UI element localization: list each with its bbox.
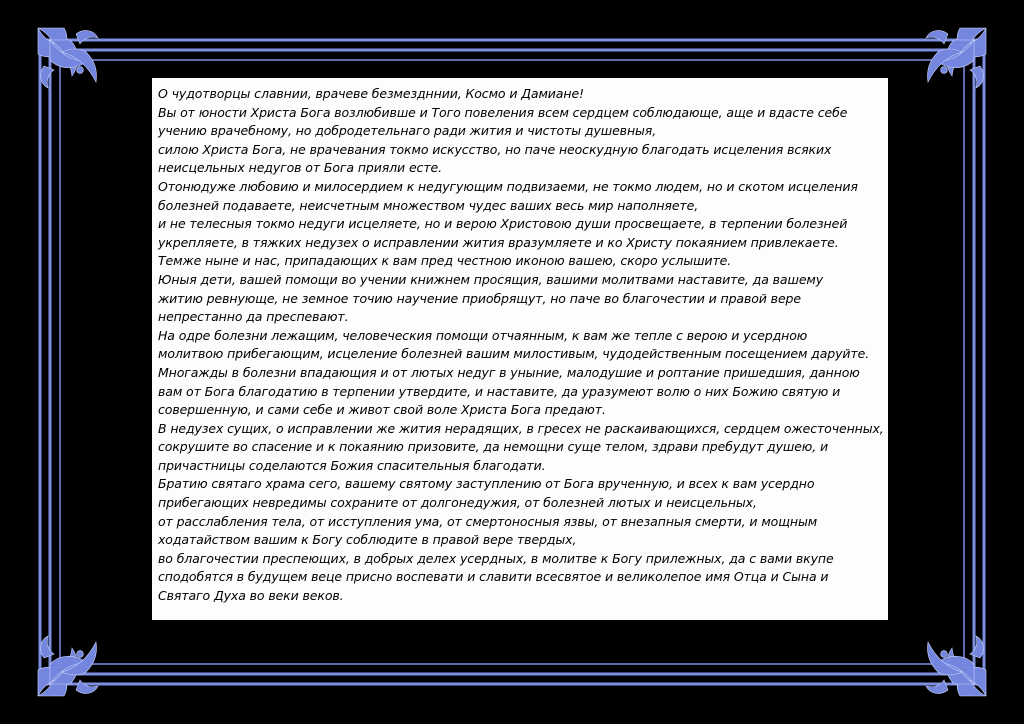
floral-corner-ornament-bottom-left <box>38 636 98 696</box>
prayer-text-panel <box>152 78 888 620</box>
prayer-line: На одре болезни лежащим, человеческия помощи отчаянным, к вам же тепле с верою и усердною <box>158 327 808 343</box>
floral-corner-ornament-top-left <box>38 28 98 88</box>
prayer-line: В недузех сущих, о исправлении же жития нерадящих, в гресех не раскаивающихся, сердцем ожесточенных, <box>158 420 884 436</box>
prayer-line: укрепляете, в тяжких недузех о исправлении жития вразумляете и ко Христу покаянием привлекаете. <box>158 234 839 250</box>
prayer-line: и не телесныя токмо недуги исцеляете, но и верою Христовою души просвещаете, в терпении болезней <box>158 216 848 232</box>
prayer-line: житию ревнующе, не земное точию научение приобрящут, но паче во благочестии и правой вере <box>158 290 801 306</box>
prayer-line: прибегающих невредимы сохраните от долгонедужия, от болезней лютых и неисцельных, <box>158 495 757 511</box>
floral-corner-ornament-bottom-right <box>926 636 986 696</box>
prayer-line: О чудотворцы славнии, врачеве безмездннии, Космо и Дамиане! <box>158 86 584 101</box>
prayer-line: совершенную, и сами себе и живот свой воле Христа Бога предают. <box>158 402 606 418</box>
prayer-line: непрестанно да преспевают. <box>158 309 349 325</box>
prayer-line: Юныя дети, вашей помощи во учении книжнем просящия, вашими молитвами наставите, да вашему <box>158 271 824 287</box>
prayer-line: во благочестии преспеющих, в добрых делех усердных, в молитве к Богу прилежных, да с вами вкупе <box>158 550 834 566</box>
floral-corner-ornament-top-right <box>926 28 986 88</box>
prayer-line: Отонюдуже любовию и милосердием к недугующим подвизаеми, не токмо людем, но и скотом исцеления <box>158 178 858 194</box>
prayer-line: Святаго Духа во веки веков. <box>158 588 344 604</box>
prayer-line: молитвою прибегающим, исцеление болезней вашим милостивым, чудодейственным посещением даруйте. <box>158 346 870 362</box>
prayer-line: болезней подаваете, неисчетным множеством чудес ваших весь мир наполняете, <box>158 197 699 213</box>
prayer-line: от расслабления тела, от исступления ума, от смертоносныя язвы, от внезапныя смерти, и мощным <box>158 513 818 529</box>
prayer-line: сподобятся в будущем веце присно воспевати и славити всесвятое и великолепое имя Отца и Сына и <box>158 569 829 585</box>
prayer-line: учению врачебному, но добродетельнаго ради жития и чистоты душевныя, <box>158 123 657 139</box>
prayer-line: причастницы соделаются Божия спасительныя благодати. <box>158 457 546 473</box>
prayer-line: Вы от юности Христа Бога возлюбивше и Того повеления всем сердцем соблюдающе, аще и вдасте себе <box>158 104 848 120</box>
prayer-line: Братию святаго храма сего, вашему святому заступлению от Бога врученную, и всех к вам усердно <box>158 476 815 492</box>
prayer-line: ходатайством вашим к Богу соблюдите в правой вере твердых, <box>158 532 577 548</box>
prayer-line: вам от Бога благодатию в терпении утвердите, и наставите, да уразумеют волю о них Божию святую и <box>158 383 841 399</box>
prayer-line: Многажды в болезни впадающия и от лютых недуг в уныние, малодушие и роптание пришедшия, данною <box>158 364 860 380</box>
prayer-line: неисцельных недугов от Бога прияли есте. <box>158 160 442 176</box>
prayer-line: силою Христа Бога, не врачевания токмо искусство, но паче неоскудную благодать исцеления всяких <box>158 141 832 157</box>
prayer-line: Темже ныне и нас, припадающих к вам пред честною иконою вашею, скоро услышите. <box>158 253 732 269</box>
prayer-line: сокрушите во спасение и к покаянию призовите, да немощни суще телом, здрави пребудут душею, и <box>158 439 828 455</box>
